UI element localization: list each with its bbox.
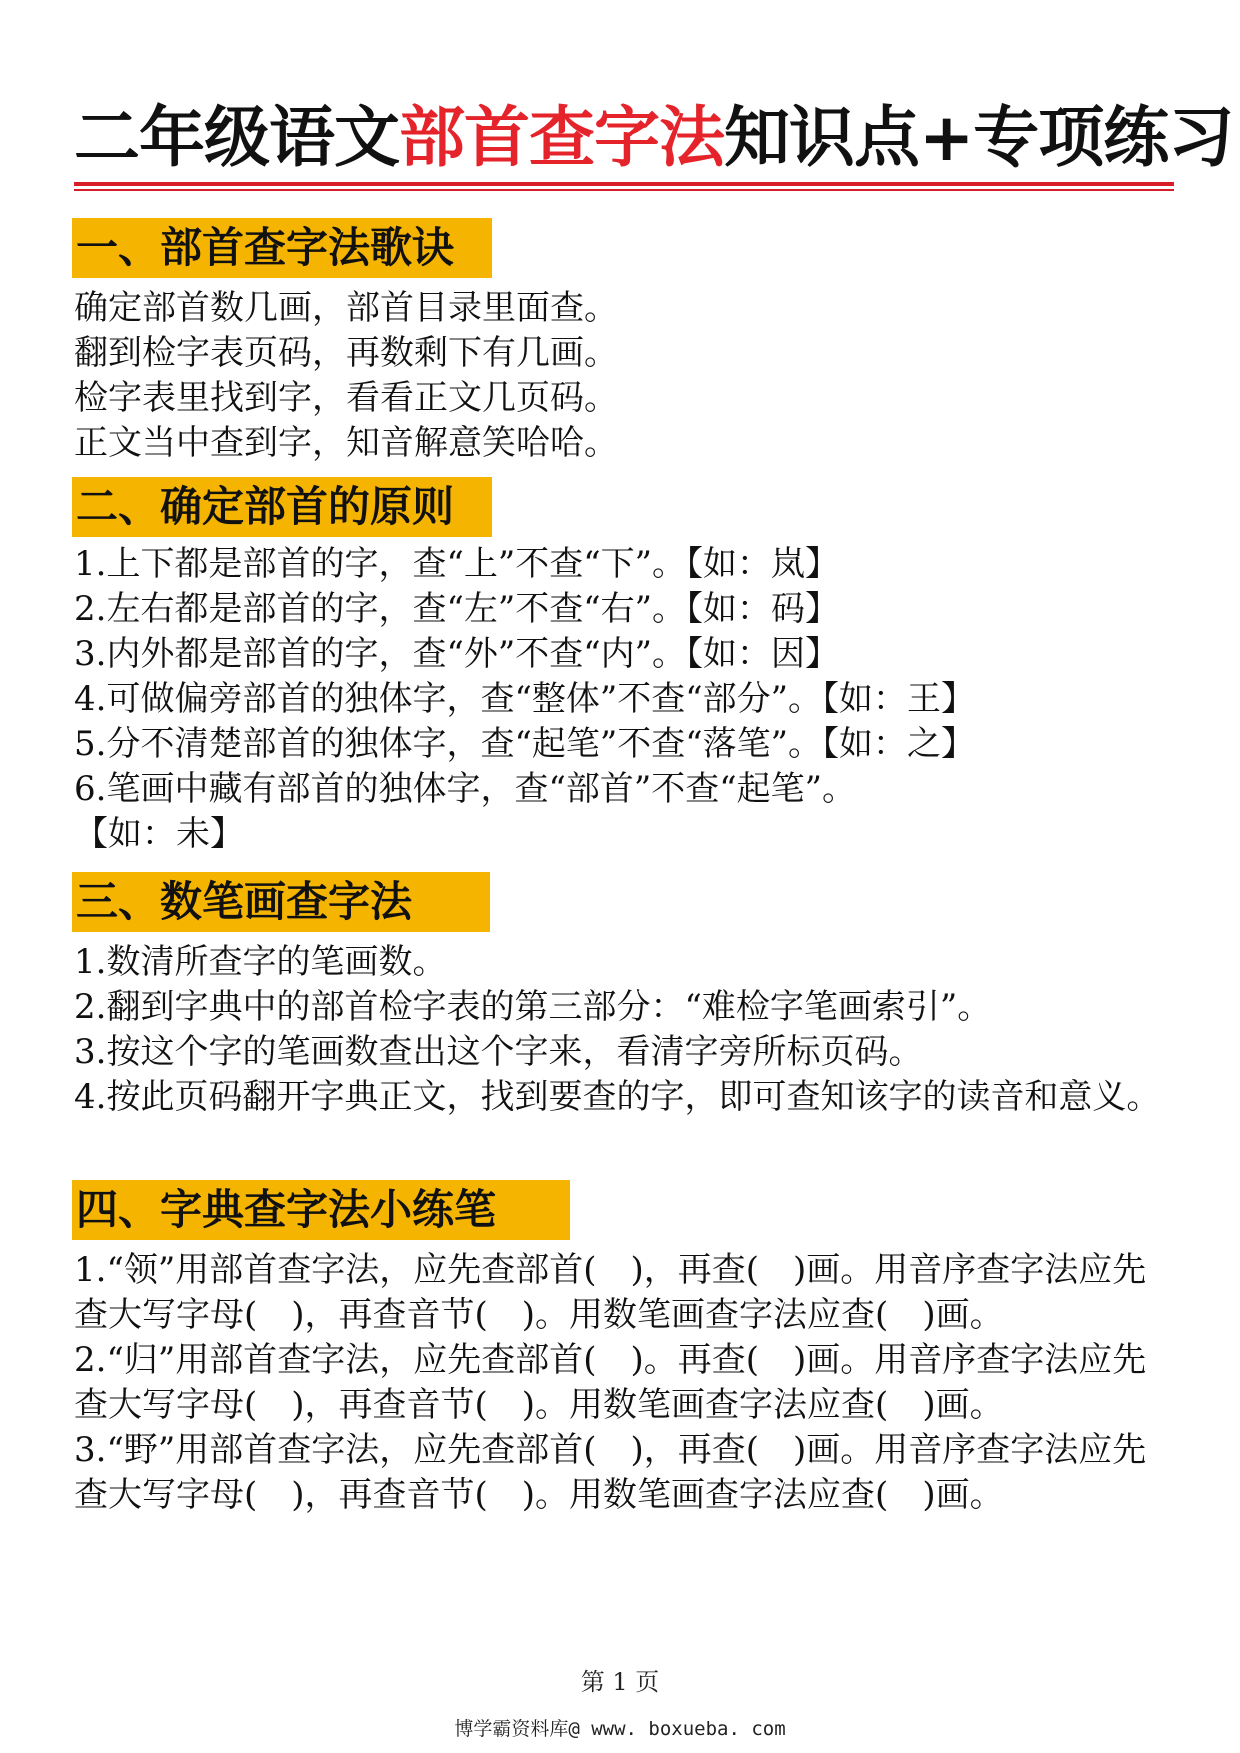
section-2-line-3: 3.内外都是部首的字，查“外”不查“内”。【如：因】 <box>74 634 839 674</box>
section-1-line-2: 翻到检字表页码，再数剩下有几画。 <box>74 333 618 373</box>
section-4-heading: 四、字典查字法小练笔 <box>72 1180 570 1240</box>
title-part-2-highlight: 部首查字法 <box>399 99 724 176</box>
title-rule-bottom <box>74 189 1174 191</box>
section-2-heading: 二、确定部首的原则 <box>72 477 492 537</box>
section-1-line-1: 确定部首数几画，部首目录里面查。 <box>74 288 618 328</box>
title-part-3: 知识点+专项练习 <box>724 99 1234 176</box>
section-3-body <box>74 940 1174 1120</box>
section-3-line-2: 2.翻到字典中的部首检字表的第三部分：“难检字笔画索引”。 <box>74 987 992 1027</box>
footer-watermark: 博学霸资料库@ www. boxueba. com <box>454 1718 786 1740</box>
section-1-heading: 一、部首查字法歌诀 <box>72 218 492 278</box>
section-2-body <box>74 542 1174 857</box>
title-rule-top <box>74 182 1174 186</box>
section-3-heading: 三、数笔画查字法 <box>72 872 490 932</box>
section-4-body <box>74 1248 1174 1518</box>
page-number: 第 1 页 <box>580 1668 660 1696</box>
section-2-line-1: 1.上下都是部首的字，查“上”不查“下”。【如：岚】 <box>74 544 839 584</box>
title-part-1: 二年级语文 <box>74 99 399 176</box>
section-3-line-4: 4.按此页码翻开字典正文，找到要查的字，即可查知该字的读音和意义。 <box>74 1077 1161 1117</box>
practice-item-3: 3.“野”用部首查字法，应先查部首( )，再查( )画。用音序查字法应先查大写字母( )，再查音节( )。用数笔画查字法应查( )画。 <box>74 1430 1147 1515</box>
section-2-line-2: 2.左右都是部首的字，查“左”不查“右”。【如：码】 <box>74 589 839 629</box>
section-1-line-3: 检字表里找到字，看看正文几页码。 <box>74 378 618 418</box>
section-3-line-1: 1.数清所查字的笔画数。 <box>74 942 447 982</box>
practice-item-1: 1.“领”用部首查字法，应先查部首( )，再查( )画。用音序查字法应先查大写字母( )，再查音节( )。用数笔画查字法应查( )画。 <box>74 1250 1147 1335</box>
section-2-line-4: 4.可做偏旁部首的独体字，查“整体”不查“部分”。【如：王】 <box>74 679 975 719</box>
section-2-line-6: 6.笔画中藏有部首的独体字，查“部首”不查“起笔”。 <box>74 769 856 809</box>
section-2-line-5: 5.分不清楚部首的独体字，查“起笔”不查“落笔”。【如：之】 <box>74 724 975 764</box>
section-1-body <box>74 286 1174 466</box>
section-1-line-4: 正文当中查到字，知音解意笑哈哈。 <box>74 423 618 463</box>
section-2-line-7: 【如：未】 <box>74 814 244 854</box>
section-3-line-3: 3.按这个字的笔画数查出这个字来，看清字旁所标页码。 <box>74 1032 923 1072</box>
page-title <box>74 98 1234 178</box>
practice-item-2: 2.“归”用部首查字法，应先查部首( )。再查( )画。用音序查字法应先查大写字母( )，再查音节( )。用数笔画查字法应查( )画。 <box>74 1340 1147 1425</box>
